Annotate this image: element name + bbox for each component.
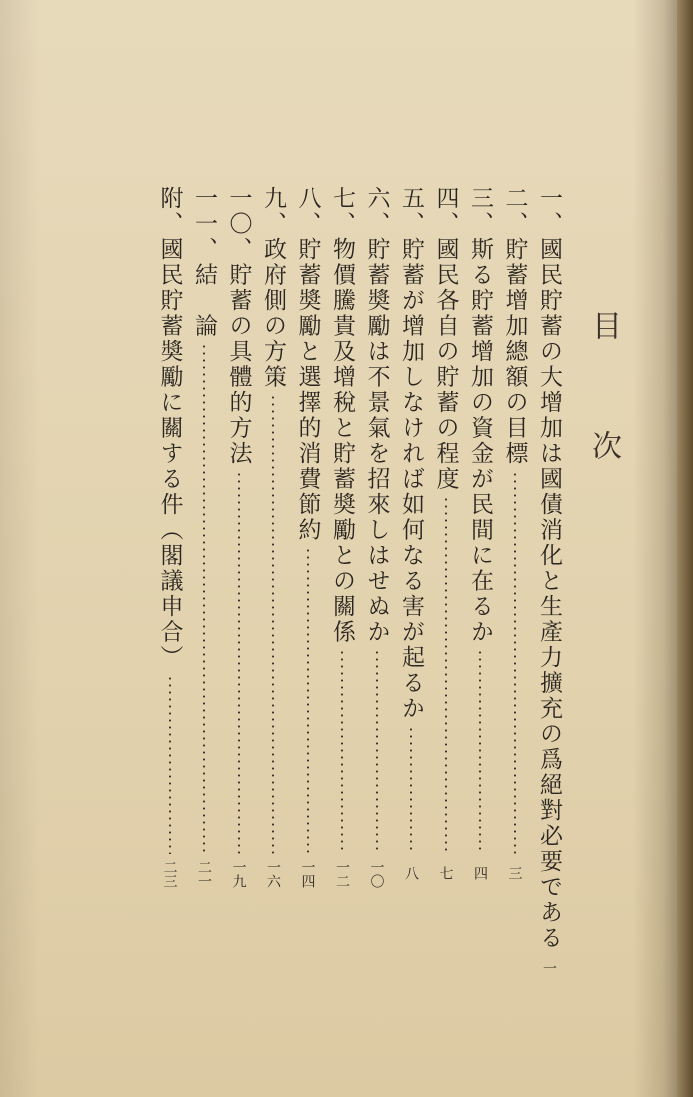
toc-entry <box>465 186 495 886</box>
dot-leader <box>376 649 378 854</box>
toc-page-number: 一四 <box>299 860 316 888</box>
toc-page-number: 一〇 <box>368 860 385 888</box>
toc-entry-title: 二、貯蓄增加總額の目標 <box>501 186 528 467</box>
dot-leader <box>238 471 240 855</box>
toc-entry-title: 五、貯蓄が增加しなければ如何なる害が起るか <box>398 186 424 722</box>
toc-entry-title: 六、貯蓄奬勵は不景氣を招來しはせぬか <box>363 186 390 645</box>
toc-entry <box>396 186 426 886</box>
dot-leader <box>203 343 205 854</box>
toc-page-number: 七 <box>437 866 454 880</box>
toc-entry <box>534 186 564 975</box>
toc-page-number: 八 <box>403 866 419 880</box>
toc-entry <box>362 186 392 886</box>
toc-entry-title: 七、物價騰貴及增稅と貯蓄奬勵との關係 <box>329 186 355 645</box>
toc-page-number: 三 <box>506 866 523 880</box>
page-edge <box>677 0 693 1097</box>
toc-entry <box>327 186 357 886</box>
dot-leader <box>307 547 309 854</box>
dot-leader <box>410 726 412 855</box>
toc-entry <box>258 186 288 886</box>
toc-page-number: 一九 <box>230 860 247 888</box>
toc-entry-title: 附、國民貯蓄奬勵に關する件（閣議申合） <box>156 186 183 671</box>
toc-entry-title: 一一、結 論 <box>191 186 217 339</box>
toc-entry <box>431 186 461 886</box>
toc-entry-title: 四、國民各自の貯蓄の程度 <box>432 186 459 492</box>
dot-leader <box>341 649 343 854</box>
toc-entry-title: 九、政府側の方策 <box>260 186 286 390</box>
toc-entry <box>155 186 185 886</box>
dot-leader <box>445 496 447 854</box>
dot-leader <box>514 471 516 855</box>
toc-entry <box>500 186 530 886</box>
toc-page-number: 四 <box>472 866 488 880</box>
dot-leader <box>272 394 274 854</box>
toc-entry-title: 一〇、貯蓄の具體的方法 <box>225 186 252 467</box>
dot-leader <box>479 649 481 854</box>
toc-page-number: 一六 <box>265 860 281 888</box>
toc-entry-title: 一、國民貯蓄の大增加は國債消化と生產力擴充の爲絕對必要である <box>536 186 562 951</box>
toc-page-number: 二三 <box>161 860 178 888</box>
toc-page-number: 一 <box>541 961 557 975</box>
toc-page-number: 二一 <box>196 860 212 888</box>
toc-entry <box>189 186 219 886</box>
toc-entry <box>293 186 323 886</box>
dot-leader <box>169 675 171 855</box>
toc-entry-title: 八、貯蓄奬勵と選擇的消費節約 <box>294 186 321 543</box>
toc-entry <box>224 186 254 886</box>
page-title: 目次 <box>586 310 621 550</box>
toc-page-number: 一二 <box>334 860 350 888</box>
toc-entry-title: 三、斯る貯蓄增加の資金が民間に在るか <box>467 186 493 645</box>
